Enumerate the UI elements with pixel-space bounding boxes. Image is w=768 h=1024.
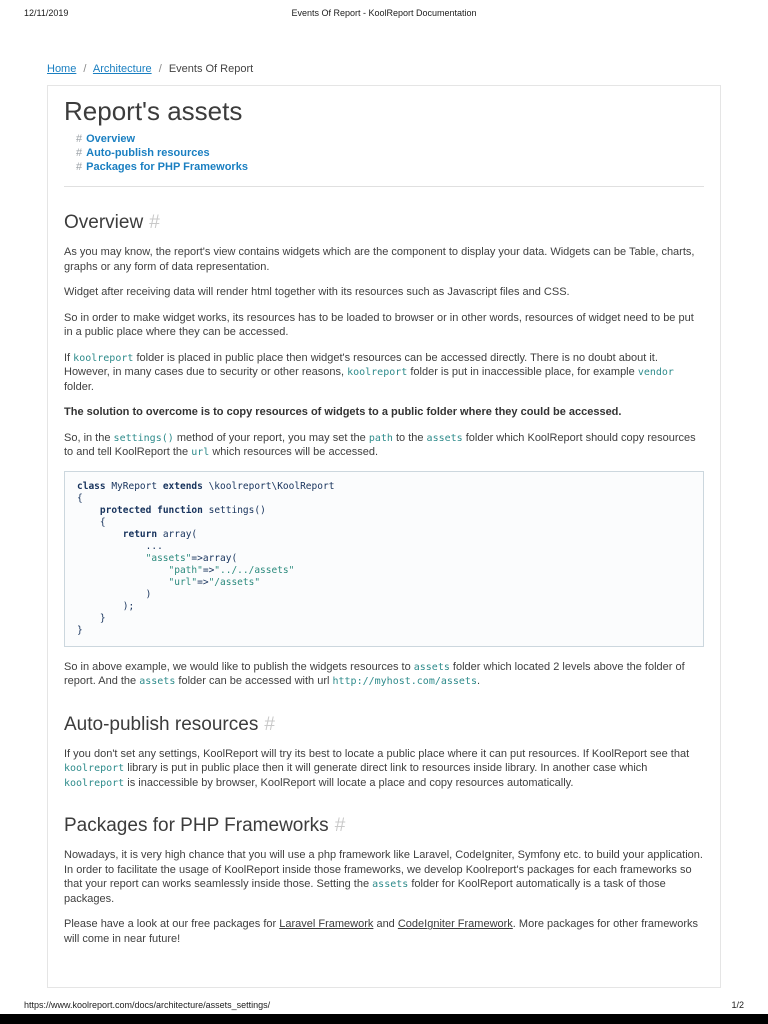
code-text: MyReport (105, 480, 163, 492)
code-text: array( (157, 528, 198, 540)
text: and (373, 918, 398, 931)
code-text (77, 577, 169, 588)
code-string: "assets" (145, 552, 192, 564)
code-text: \koolreport\KoolReport (202, 480, 335, 492)
code-keyword: extends (162, 480, 203, 492)
text: Nowadays, it is very high chance that you will use a php framework like Laravel, CodeIgniter, Symfony etc. to build your application. In order to facilitate the usage of KoolReport inside those frameworks, we develop Koolreport's packages for each frameworks so that your report can works seamlessly inside those. Setting the (64, 849, 703, 891)
anchor-link-icon[interactable]: # (264, 713, 275, 735)
inline-code: vendor (637, 367, 674, 379)
bold-text: The solution to overcome is to copy resources of widgets to a public folder where they could be accessed. (64, 406, 622, 419)
code-line (77, 565, 691, 577)
doc-link[interactable]: CodeIgniter Framework (397, 918, 513, 931)
code-line (77, 541, 691, 553)
inline-code: koolreport (64, 777, 125, 789)
section-heading-overview (64, 211, 704, 235)
code-text: { (77, 492, 83, 504)
text: which resources will be accessed. (209, 446, 379, 459)
code-text: =>array( (191, 552, 238, 564)
section-heading-auto-publish (64, 713, 704, 737)
text: folder which located 2 levels above the folder of report. And the (64, 660, 685, 688)
paragraph-solution-bold (64, 405, 704, 420)
print-footer (24, 1000, 744, 1010)
divider (64, 186, 704, 187)
hash-icon: # (76, 161, 83, 173)
text: folder which KoolReport should copy resources to and tell KoolReport the (64, 431, 696, 459)
code-block (64, 471, 704, 647)
print-document-title: Events Of Report - KoolReport Documentation (291, 8, 477, 18)
code-string: "url" (168, 576, 198, 588)
text: folder. (64, 380, 94, 393)
inline-code: assets (139, 676, 176, 688)
text: So, in the (64, 431, 114, 444)
content-box (47, 85, 721, 988)
inline-code: path (368, 432, 393, 444)
text: folder is placed in public place then widget's resources can be accessed directly. There is no doubt about it. However, in many cases due to security or other reasons, (64, 351, 658, 379)
section-heading-text: Auto-publish resources (64, 713, 259, 735)
text: to the (392, 431, 427, 444)
text: library is put in public place then it will generate direct link to resources inside library. In another case which (124, 762, 648, 775)
anchor-link-icon[interactable]: # (334, 815, 346, 837)
toc-link-packages[interactable]: Packages for PHP Frameworks (86, 161, 248, 173)
code-line (77, 553, 691, 565)
code-line (77, 481, 691, 493)
text: If (64, 351, 74, 364)
toc-item-overview (76, 132, 704, 146)
anchor-link-icon[interactable]: # (149, 212, 160, 233)
toc-item-packages (76, 160, 704, 174)
toc-item-auto-publish (76, 146, 704, 160)
table-of-contents (64, 132, 704, 174)
code-line (77, 577, 691, 589)
breadcrumb-home[interactable]: Home (47, 63, 77, 75)
code-keyword: return (122, 528, 158, 540)
code-line (77, 517, 691, 529)
code-text: settings() (202, 504, 266, 516)
paragraph (64, 311, 704, 340)
code-line (77, 601, 691, 613)
print-header (0, 0, 768, 18)
text: Widget after receiving data will render html together with its resources such as Javascript files and CSS. (64, 286, 570, 299)
inline-code: koolreport (64, 763, 125, 775)
code-keyword: function (157, 504, 203, 516)
text: So in above example, we would like to publish the widgets resources to (64, 660, 414, 673)
code-keyword: class (77, 480, 106, 492)
toc-link-overview[interactable]: Overview (86, 133, 136, 145)
code-text (77, 529, 123, 540)
inline-code: settings() (113, 432, 174, 444)
section-heading-text: Overview (64, 212, 144, 233)
section-heading-text: Packages for PHP Frameworks (64, 815, 329, 837)
text: folder can be accessed with url (175, 675, 333, 688)
doc-link[interactable]: Laravel Framework (279, 918, 374, 931)
print-date: 12/11/2019 (24, 8, 69, 18)
inline-code: assets (426, 432, 463, 444)
print-footer-url: https://www.koolreport.com/docs/architecture/assets_settings/ (24, 1000, 271, 1010)
text: . (476, 675, 481, 688)
code-text: } (77, 612, 106, 624)
paragraph (64, 351, 704, 395)
breadcrumb-architecture[interactable]: Architecture (92, 63, 152, 75)
code-text (77, 565, 169, 576)
code-text: ... (77, 540, 163, 552)
code-text: { (77, 516, 106, 528)
hash-icon: # (76, 147, 83, 159)
breadcrumb-separator: / (158, 63, 162, 75)
code-line (77, 493, 691, 505)
paragraph (64, 747, 704, 791)
toc-link-auto-publish[interactable]: Auto-publish resources (86, 147, 210, 159)
text: Please have a look at our free packages for (64, 918, 280, 931)
code-text: ); (77, 600, 135, 612)
code-text: => (197, 576, 209, 588)
text: So in order to make widget works, its resources has to be loaded to browser or in other words, resources of widget need to be put in a public place where they can be accessed. (64, 311, 694, 339)
inline-code: url (191, 447, 210, 459)
inline-code: koolreport (73, 352, 134, 364)
text: is inaccessible by browser, KoolReport will locate a place and copy resources automatically. (124, 776, 574, 789)
text: method of your report, you may set the (173, 431, 369, 444)
text: If you don't set any settings, KoolReport will try its best to locate a public place where it can put resources. If KoolReport see that (64, 747, 690, 760)
bottom-bar (0, 1014, 768, 1024)
text: . More packages for other frameworks will come in near future! (64, 918, 699, 945)
paragraph (64, 848, 704, 906)
page-title: Report's assets (64, 96, 243, 126)
breadcrumb (47, 62, 768, 76)
inline-code: assets (413, 661, 450, 673)
paragraph (64, 660, 704, 689)
paragraph (64, 917, 704, 946)
paragraph (64, 285, 704, 300)
code-text: ) (77, 588, 152, 600)
code-text: => (202, 564, 215, 576)
print-page-number: 1/2 (731, 1000, 744, 1010)
code-line (77, 625, 691, 637)
inline-code: http://myhost.com/assets (332, 676, 477, 688)
inline-code: assets (372, 879, 409, 891)
hash-icon: # (76, 133, 83, 145)
code-line (77, 589, 691, 601)
code-string: "path" (168, 564, 203, 576)
breadcrumb-separator: / (83, 63, 87, 75)
section-heading-packages (64, 814, 704, 838)
inline-code: koolreport (347, 367, 408, 379)
code-string: "../../assets" (214, 564, 295, 576)
code-line (77, 529, 691, 541)
code-text: } (77, 624, 83, 636)
code-string: "/assets" (208, 576, 261, 588)
text: As you may know, the report's view contains widgets which are the component to display your data. Widgets can be Table, charts, graphs or any form of data representation. (64, 246, 695, 273)
code-text (77, 553, 146, 564)
paragraph (64, 245, 704, 274)
text: folder is put in inaccessible place, for example (407, 366, 638, 379)
paragraph (64, 431, 704, 460)
code-line (77, 613, 691, 625)
text: folder for KoolReport automatically is a task of those packages. (64, 878, 666, 905)
code-line (77, 505, 691, 517)
code-text (77, 505, 100, 516)
code-keyword: protected (99, 504, 152, 516)
breadcrumb-current: Events Of Report (168, 63, 254, 75)
